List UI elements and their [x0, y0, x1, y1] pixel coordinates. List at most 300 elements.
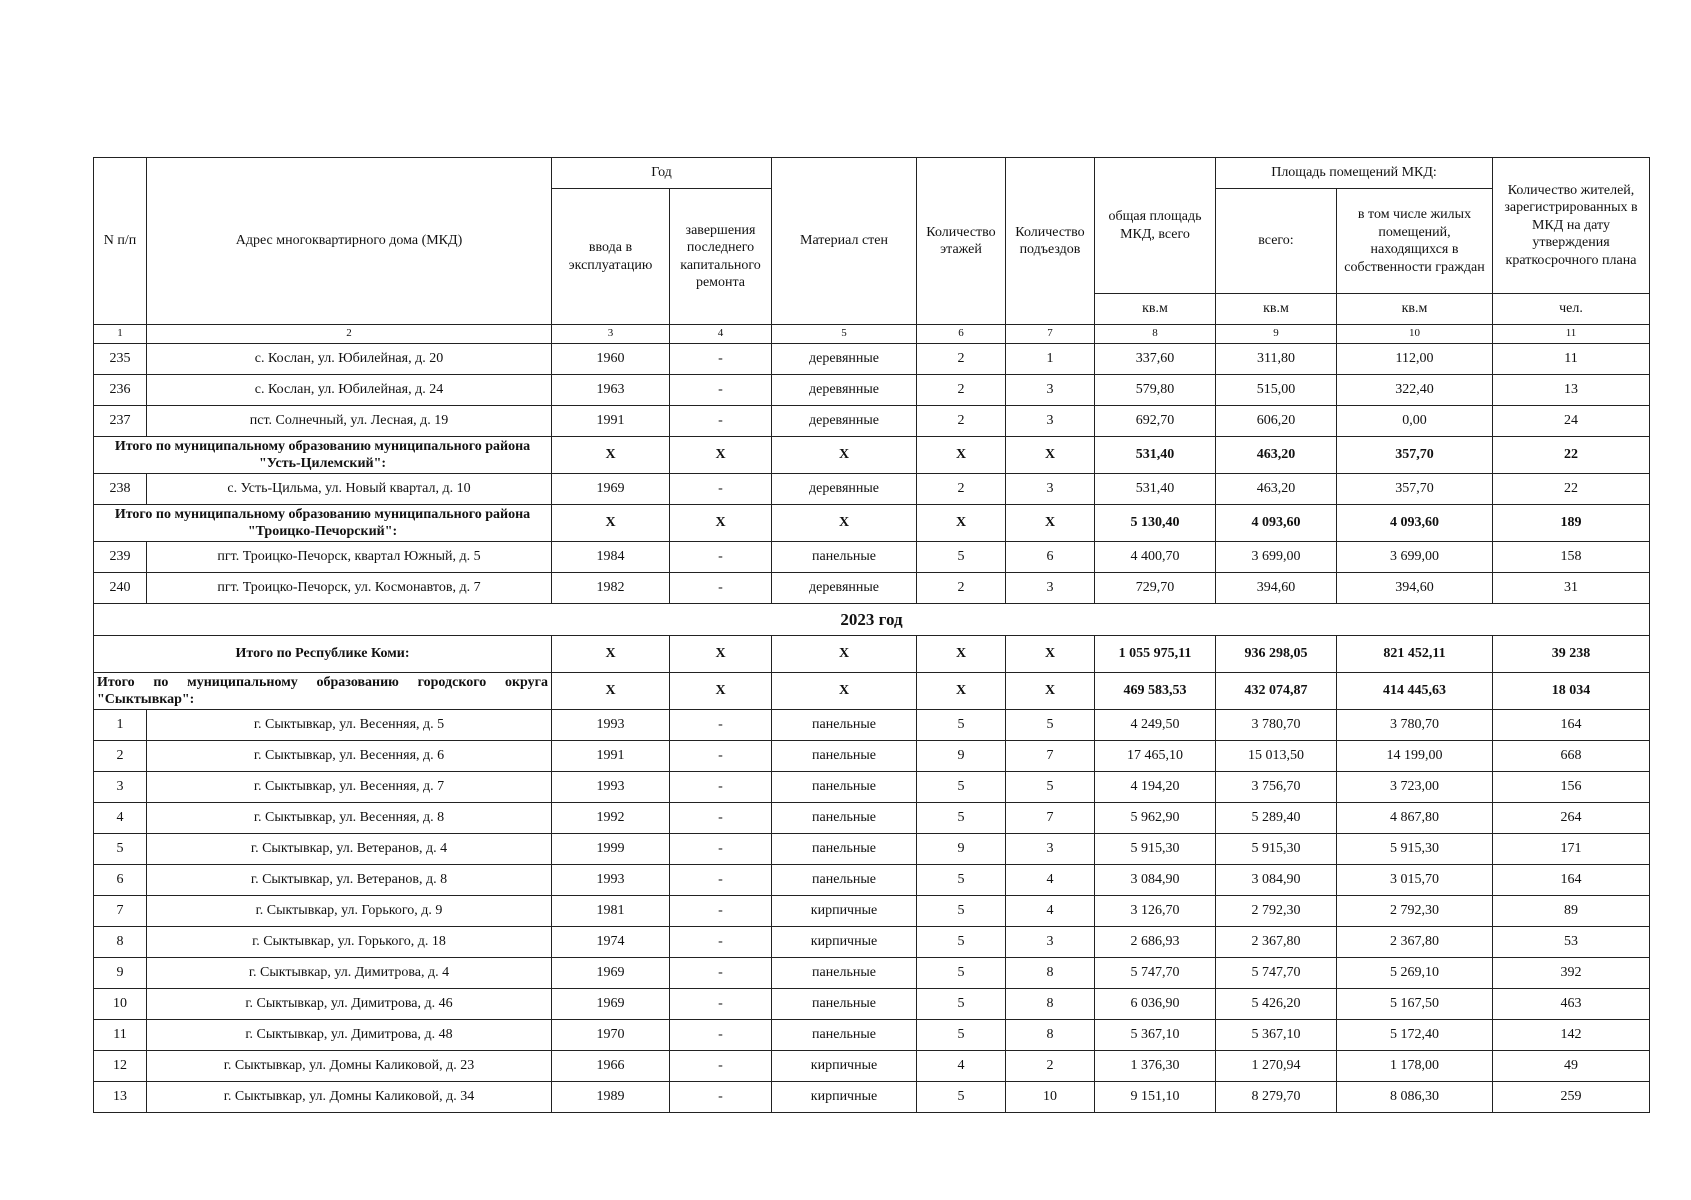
header-premises-total: всего:	[1216, 189, 1337, 294]
residents-cell: 31	[1493, 573, 1650, 604]
premises-area-cell: 5 915,30	[1216, 834, 1337, 865]
premises-area-cell: 5 367,10	[1216, 1020, 1337, 1051]
premises-area-cell: 311,80	[1216, 344, 1337, 375]
residents-cell: 24	[1493, 406, 1650, 437]
entrances-cell: 8	[1006, 989, 1095, 1020]
entrances-cell: 7	[1006, 741, 1095, 772]
premises-area-cell: 463,20	[1216, 437, 1337, 474]
floors-cell: X	[917, 437, 1006, 474]
year-commission-cell: 1969	[552, 958, 670, 989]
table-row	[94, 1051, 1650, 1082]
residents-cell: 89	[1493, 896, 1650, 927]
column-number: 3	[552, 325, 670, 344]
owned-area-cell: 112,00	[1337, 344, 1493, 375]
year-commission-cell: 1991	[552, 406, 670, 437]
residents-cell: 22	[1493, 474, 1650, 505]
total-area-cell: 5 915,30	[1095, 834, 1216, 865]
table-row	[94, 834, 1650, 865]
floors-cell: 4	[917, 1051, 1006, 1082]
wall-material-cell: деревянные	[772, 573, 917, 604]
year-commission-cell: 1999	[552, 834, 670, 865]
address-cell: пгт. Троицко-Печорск, ул. Космонавтов, д. 7	[147, 573, 552, 604]
address-cell: г. Сыктывкар, ул. Весенняя, д. 8	[147, 803, 552, 834]
year-commission-cell: 1969	[552, 474, 670, 505]
floors-cell: 5	[917, 803, 1006, 834]
address-cell: г. Сыктывкар, ул. Димитрова, д. 46	[147, 989, 552, 1020]
year-repair-cell: X	[670, 505, 772, 542]
year-commission-cell: 1974	[552, 927, 670, 958]
column-number: 10	[1337, 325, 1493, 344]
year-repair-cell: -	[670, 1020, 772, 1051]
owned-area-cell: 5 167,50	[1337, 989, 1493, 1020]
row-number: 9	[94, 958, 147, 989]
floors-cell: 5	[917, 989, 1006, 1020]
total-area-cell: 1 376,30	[1095, 1051, 1216, 1082]
entrances-cell: 3	[1006, 927, 1095, 958]
owned-area-cell: 394,60	[1337, 573, 1493, 604]
floors-cell: 2	[917, 406, 1006, 437]
year-repair-cell: X	[670, 437, 772, 474]
header-total-area: общая площадь МКД, всего	[1095, 158, 1216, 294]
row-number: 8	[94, 927, 147, 958]
year-repair-cell: -	[670, 474, 772, 505]
total-area-cell: 5 130,40	[1095, 505, 1216, 542]
header-entrances: Количество подъездов	[1006, 158, 1095, 325]
year-commission-cell: 1982	[552, 573, 670, 604]
unit-area-all: кв.м	[1216, 294, 1337, 325]
entrances-cell: 3	[1006, 375, 1095, 406]
entrances-cell: 2	[1006, 1051, 1095, 1082]
table-row	[94, 542, 1650, 573]
table-row	[94, 1082, 1650, 1113]
year-repair-cell: -	[670, 1051, 772, 1082]
year-commission-cell: 1991	[552, 741, 670, 772]
premises-area-cell: 4 093,60	[1216, 505, 1337, 542]
row-number: 11	[94, 1020, 147, 1051]
entrances-cell: X	[1006, 505, 1095, 542]
total-area-cell: 5 747,70	[1095, 958, 1216, 989]
wall-material-cell: деревянные	[772, 375, 917, 406]
residents-cell: 156	[1493, 772, 1650, 803]
header-address: Адрес многоквартирного дома (МКД)	[147, 158, 552, 325]
total-area-cell: 4 194,20	[1095, 772, 1216, 803]
owned-area-cell: 5 915,30	[1337, 834, 1493, 865]
year-repair-cell: -	[670, 958, 772, 989]
year-repair-cell: -	[670, 989, 772, 1020]
floors-cell: 2	[917, 375, 1006, 406]
year-repair-cell: -	[670, 710, 772, 741]
year-repair-cell: -	[670, 344, 772, 375]
address-cell: г. Сыктывкар, ул. Димитрова, д. 48	[147, 1020, 552, 1051]
premises-area-cell: 3 699,00	[1216, 542, 1337, 573]
wall-material-cell: кирпичные	[772, 1082, 917, 1113]
year-repair-cell: -	[670, 927, 772, 958]
owned-area-cell: 3 699,00	[1337, 542, 1493, 573]
entrances-cell: 5	[1006, 710, 1095, 741]
address-cell: г. Сыктывкар, ул. Весенняя, д. 6	[147, 741, 552, 772]
owned-area-cell: 14 199,00	[1337, 741, 1493, 772]
wall-material-cell: панельные	[772, 834, 917, 865]
floors-cell: 5	[917, 710, 1006, 741]
wall-material-cell: кирпичные	[772, 1051, 917, 1082]
total-area-cell: 531,40	[1095, 437, 1216, 474]
table-row	[94, 865, 1650, 896]
floors-cell: 5	[917, 958, 1006, 989]
unit-people: чел.	[1493, 294, 1650, 325]
residents-cell: 264	[1493, 803, 1650, 834]
row-number: 236	[94, 375, 147, 406]
address-cell: пст. Солнечный, ул. Лесная, д. 19	[147, 406, 552, 437]
total-label: Итого по муниципальному образованию муниципального района "Усть-Цилемский":	[94, 437, 552, 474]
table-header	[94, 158, 1650, 344]
premises-area-cell: 2 367,80	[1216, 927, 1337, 958]
residents-cell: 13	[1493, 375, 1650, 406]
total-row	[94, 437, 1650, 474]
entrances-cell: 10	[1006, 1082, 1095, 1113]
wall-material-cell: X	[772, 636, 917, 673]
wall-material-cell: панельные	[772, 1020, 917, 1051]
premises-area-cell: 8 279,70	[1216, 1082, 1337, 1113]
floors-cell: 5	[917, 1020, 1006, 1051]
floors-cell: 5	[917, 772, 1006, 803]
entrances-cell: X	[1006, 673, 1095, 710]
premises-area-cell: 3 780,70	[1216, 710, 1337, 741]
entrances-cell: 3	[1006, 834, 1095, 865]
row-number: 240	[94, 573, 147, 604]
premises-area-cell: 515,00	[1216, 375, 1337, 406]
table-row	[94, 573, 1650, 604]
premises-area-cell: 5 747,70	[1216, 958, 1337, 989]
premises-area-cell: 5 289,40	[1216, 803, 1337, 834]
row-number: 239	[94, 542, 147, 573]
year-repair-cell: -	[670, 1082, 772, 1113]
premises-area-cell: 3 084,90	[1216, 865, 1337, 896]
total-area-cell: 337,60	[1095, 344, 1216, 375]
total-area-cell: 6 036,90	[1095, 989, 1216, 1020]
entrances-cell: 8	[1006, 958, 1095, 989]
entrances-cell: X	[1006, 636, 1095, 673]
owned-area-cell: 3 015,70	[1337, 865, 1493, 896]
premises-area-cell: 5 426,20	[1216, 989, 1337, 1020]
address-cell: с. Усть-Цильма, ул. Новый квартал, д. 10	[147, 474, 552, 505]
year-commission-cell: 1993	[552, 865, 670, 896]
wall-material-cell: панельные	[772, 772, 917, 803]
floors-cell: 9	[917, 834, 1006, 865]
premises-area-cell: 432 074,87	[1216, 673, 1337, 710]
entrances-cell: 4	[1006, 896, 1095, 927]
wall-material-cell: панельные	[772, 865, 917, 896]
row-number: 2	[94, 741, 147, 772]
address-cell: г. Сыктывкар, ул. Домны Каликовой, д. 34	[147, 1082, 552, 1113]
address-cell: г. Сыктывкар, ул. Горького, д. 18	[147, 927, 552, 958]
wall-material-cell: кирпичные	[772, 896, 917, 927]
column-number: 11	[1493, 325, 1650, 344]
entrances-cell: 3	[1006, 573, 1095, 604]
entrances-cell: 3	[1006, 474, 1095, 505]
wall-material-cell: панельные	[772, 803, 917, 834]
table-row	[94, 344, 1650, 375]
total-area-cell: 9 151,10	[1095, 1082, 1216, 1113]
row-number: 5	[94, 834, 147, 865]
year-commission-cell: 1993	[552, 710, 670, 741]
floors-cell: 5	[917, 896, 1006, 927]
year-commission-cell: 1984	[552, 542, 670, 573]
header-premises-group: Площадь помещений МКД:	[1216, 158, 1493, 189]
owned-area-cell: 0,00	[1337, 406, 1493, 437]
column-number: 6	[917, 325, 1006, 344]
header-premises-owned: в том числе жилых помещений, находящихся в собственности граждан	[1337, 189, 1493, 294]
residents-cell: 158	[1493, 542, 1650, 573]
row-number: 4	[94, 803, 147, 834]
header-floors: Количество этажей	[917, 158, 1006, 325]
year-commission-cell: 1992	[552, 803, 670, 834]
floors-cell: X	[917, 505, 1006, 542]
table-row	[94, 474, 1650, 505]
address-cell: с. Кослан, ул. Юбилейная, д. 20	[147, 344, 552, 375]
column-number: 5	[772, 325, 917, 344]
mkd-register-table	[93, 157, 1650, 1113]
unit-area-owned: кв.м	[1337, 294, 1493, 325]
year-commission-cell: 1993	[552, 772, 670, 803]
table-row	[94, 375, 1650, 406]
entrances-cell: 4	[1006, 865, 1095, 896]
premises-area-cell: 2 792,30	[1216, 896, 1337, 927]
address-cell: г. Сыктывкар, ул. Весенняя, д. 5	[147, 710, 552, 741]
column-number: 2	[147, 325, 552, 344]
year-repair-cell: -	[670, 865, 772, 896]
wall-material-cell: X	[772, 437, 917, 474]
column-number: 8	[1095, 325, 1216, 344]
owned-area-cell: 3 723,00	[1337, 772, 1493, 803]
column-number: 7	[1006, 325, 1095, 344]
total-area-cell: 531,40	[1095, 474, 1216, 505]
residents-cell: 18 034	[1493, 673, 1650, 710]
table-row	[94, 896, 1650, 927]
header-year-repair: завершения последнего капитального ремонта	[670, 189, 772, 325]
column-number: 9	[1216, 325, 1337, 344]
year-repair-cell: X	[670, 673, 772, 710]
table-row	[94, 803, 1650, 834]
table-row	[94, 710, 1650, 741]
table-row	[94, 741, 1650, 772]
total-area-cell: 3 084,90	[1095, 865, 1216, 896]
row-number: 1	[94, 710, 147, 741]
residents-cell: 11	[1493, 344, 1650, 375]
year-commission-cell: 1963	[552, 375, 670, 406]
year-repair-cell: -	[670, 542, 772, 573]
owned-area-cell: 2 367,80	[1337, 927, 1493, 958]
floors-cell: X	[917, 636, 1006, 673]
total-row	[94, 636, 1650, 673]
residents-cell: 463	[1493, 989, 1650, 1020]
header-wall-material: Материал стен	[772, 158, 917, 325]
total-area-cell: 5 962,90	[1095, 803, 1216, 834]
wall-material-cell: X	[772, 673, 917, 710]
total-area-cell: 17 465,10	[1095, 741, 1216, 772]
year-repair-cell: -	[670, 741, 772, 772]
floors-cell: 5	[917, 542, 1006, 573]
floors-cell: 9	[917, 741, 1006, 772]
residents-cell: 164	[1493, 710, 1650, 741]
row-number: 235	[94, 344, 147, 375]
residents-cell: 22	[1493, 437, 1650, 474]
entrances-cell: 8	[1006, 1020, 1095, 1051]
row-number: 10	[94, 989, 147, 1020]
row-number: 6	[94, 865, 147, 896]
year-repair-cell: -	[670, 573, 772, 604]
owned-area-cell: 4 093,60	[1337, 505, 1493, 542]
residents-cell: 39 238	[1493, 636, 1650, 673]
total-area-cell: 729,70	[1095, 573, 1216, 604]
wall-material-cell: панельные	[772, 741, 917, 772]
year-repair-cell: -	[670, 375, 772, 406]
owned-area-cell: 5 172,40	[1337, 1020, 1493, 1051]
year-commission-cell: X	[552, 636, 670, 673]
year-commission-cell: X	[552, 505, 670, 542]
premises-area-cell: 1 270,94	[1216, 1051, 1337, 1082]
table-row	[94, 989, 1650, 1020]
wall-material-cell: панельные	[772, 989, 917, 1020]
entrances-cell: 1	[1006, 344, 1095, 375]
header-year-commission: ввода в эксплуатацию	[552, 189, 670, 325]
row-number: 237	[94, 406, 147, 437]
residents-cell: 171	[1493, 834, 1650, 865]
header-residents: Количество жителей, зарегистрированных в МКД на дату утверждения краткосрочного плана	[1493, 158, 1650, 294]
entrances-cell: 6	[1006, 542, 1095, 573]
total-area-cell: 2 686,93	[1095, 927, 1216, 958]
table-row	[94, 958, 1650, 989]
column-number: 4	[670, 325, 772, 344]
residents-cell: 668	[1493, 741, 1650, 772]
header-year-group: Год	[552, 158, 772, 189]
year-commission-cell: 1970	[552, 1020, 670, 1051]
total-area-cell: 1 055 975,11	[1095, 636, 1216, 673]
year-commission-cell: 1960	[552, 344, 670, 375]
year-commission-cell: 1981	[552, 896, 670, 927]
year-repair-cell: X	[670, 636, 772, 673]
year-repair-cell: -	[670, 803, 772, 834]
owned-area-cell: 4 867,80	[1337, 803, 1493, 834]
column-number-row	[94, 325, 1650, 344]
address-cell: г. Сыктывкар, ул. Весенняя, д. 7	[147, 772, 552, 803]
total-area-cell: 3 126,70	[1095, 896, 1216, 927]
owned-area-cell: 8 086,30	[1337, 1082, 1493, 1113]
address-cell: г. Сыктывкар, ул. Ветеранов, д. 8	[147, 865, 552, 896]
owned-area-cell: 821 452,11	[1337, 636, 1493, 673]
wall-material-cell: деревянные	[772, 344, 917, 375]
table-body	[94, 344, 1650, 1113]
table-row	[94, 1020, 1650, 1051]
entrances-cell: 5	[1006, 772, 1095, 803]
wall-material-cell: X	[772, 505, 917, 542]
row-number: 238	[94, 474, 147, 505]
address-cell: г. Сыктывкар, ул. Димитрова, д. 4	[147, 958, 552, 989]
total-label: Итого по Республике Коми:	[94, 636, 552, 673]
entrances-cell: X	[1006, 437, 1095, 474]
wall-material-cell: кирпичные	[772, 927, 917, 958]
owned-area-cell: 322,40	[1337, 375, 1493, 406]
year-repair-cell: -	[670, 834, 772, 865]
owned-area-cell: 2 792,30	[1337, 896, 1493, 927]
residents-cell: 392	[1493, 958, 1650, 989]
row-number: 12	[94, 1051, 147, 1082]
premises-area-cell: 463,20	[1216, 474, 1337, 505]
total-area-cell: 469 583,53	[1095, 673, 1216, 710]
floors-cell: 5	[917, 927, 1006, 958]
address-cell: г. Сыктывкар, ул. Домны Каликовой, д. 23	[147, 1051, 552, 1082]
wall-material-cell: деревянные	[772, 406, 917, 437]
total-label: Итого по муниципальному образованию муниципального района "Троицко-Печорский":	[94, 505, 552, 542]
year-section-label: 2023 год	[94, 604, 1650, 636]
floors-cell: 2	[917, 344, 1006, 375]
year-repair-cell: -	[670, 896, 772, 927]
residents-cell: 189	[1493, 505, 1650, 542]
table-row	[94, 772, 1650, 803]
address-cell: пгт. Троицко-Печорск, квартал Южный, д. 5	[147, 542, 552, 573]
premises-area-cell: 15 013,50	[1216, 741, 1337, 772]
premises-area-cell: 3 756,70	[1216, 772, 1337, 803]
year-commission-cell: X	[552, 437, 670, 474]
column-number: 1	[94, 325, 147, 344]
entrances-cell: 7	[1006, 803, 1095, 834]
owned-area-cell: 3 780,70	[1337, 710, 1493, 741]
header-npp: N п/п	[94, 158, 147, 325]
row-number: 3	[94, 772, 147, 803]
table-row	[94, 406, 1650, 437]
address-cell: г. Сыктывкар, ул. Ветеранов, д. 4	[147, 834, 552, 865]
year-commission-cell: X	[552, 673, 670, 710]
year-commission-cell: 1966	[552, 1051, 670, 1082]
table-row	[94, 927, 1650, 958]
total-row	[94, 505, 1650, 542]
owned-area-cell: 414 445,63	[1337, 673, 1493, 710]
owned-area-cell: 357,70	[1337, 437, 1493, 474]
owned-area-cell: 357,70	[1337, 474, 1493, 505]
total-label: Итого по муниципальному образованию городского округа "Сыктывкар":	[94, 673, 552, 710]
premises-area-cell: 606,20	[1216, 406, 1337, 437]
address-cell: г. Сыктывкар, ул. Горького, д. 9	[147, 896, 552, 927]
floors-cell: 5	[917, 1082, 1006, 1113]
premises-area-cell: 394,60	[1216, 573, 1337, 604]
floors-cell: 2	[917, 573, 1006, 604]
total-area-cell: 579,80	[1095, 375, 1216, 406]
entrances-cell: 3	[1006, 406, 1095, 437]
year-repair-cell: -	[670, 772, 772, 803]
residents-cell: 164	[1493, 865, 1650, 896]
year-repair-cell: -	[670, 406, 772, 437]
owned-area-cell: 5 269,10	[1337, 958, 1493, 989]
row-number: 13	[94, 1082, 147, 1113]
unit-area-total: кв.м	[1095, 294, 1216, 325]
year-section-row	[94, 604, 1650, 636]
total-row	[94, 673, 1650, 710]
residents-cell: 142	[1493, 1020, 1650, 1051]
wall-material-cell: деревянные	[772, 474, 917, 505]
address-cell: с. Кослан, ул. Юбилейная, д. 24	[147, 375, 552, 406]
wall-material-cell: панельные	[772, 958, 917, 989]
row-number: 7	[94, 896, 147, 927]
total-area-cell: 5 367,10	[1095, 1020, 1216, 1051]
total-area-cell: 4 249,50	[1095, 710, 1216, 741]
residents-cell: 53	[1493, 927, 1650, 958]
year-commission-cell: 1989	[552, 1082, 670, 1113]
floors-cell: 5	[917, 865, 1006, 896]
owned-area-cell: 1 178,00	[1337, 1051, 1493, 1082]
floors-cell: X	[917, 673, 1006, 710]
premises-area-cell: 936 298,05	[1216, 636, 1337, 673]
year-commission-cell: 1969	[552, 989, 670, 1020]
wall-material-cell: панельные	[772, 542, 917, 573]
